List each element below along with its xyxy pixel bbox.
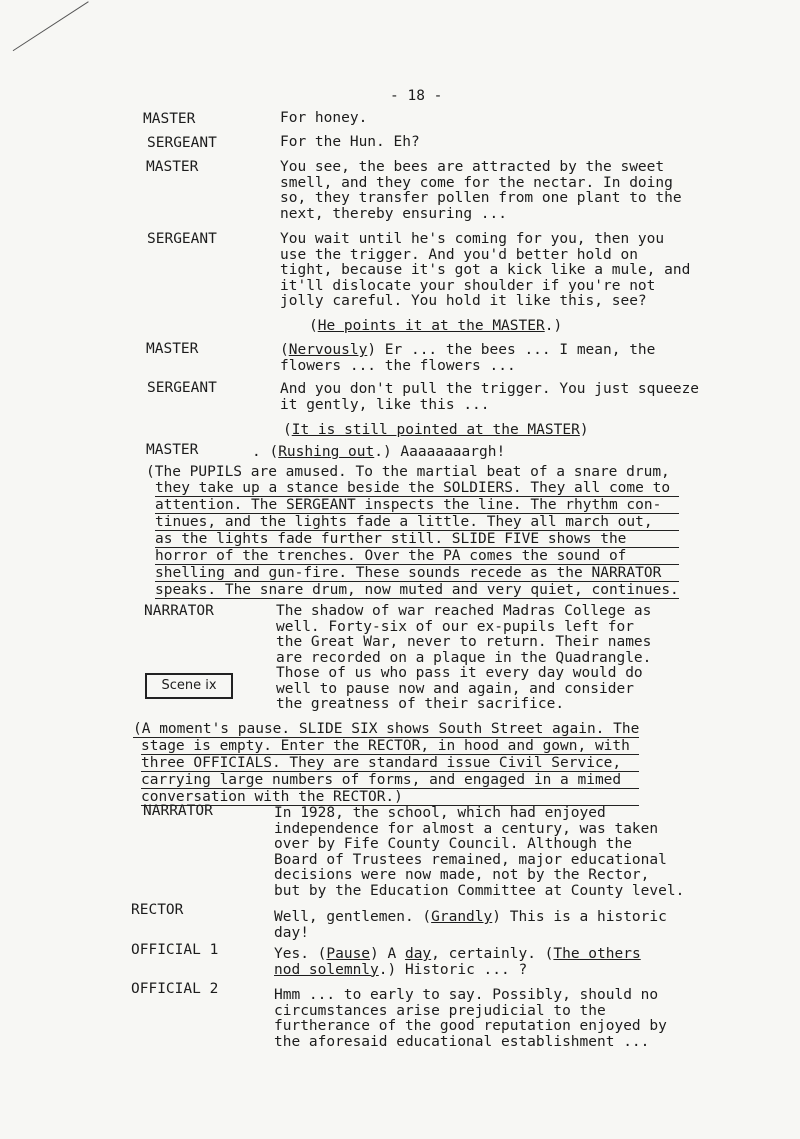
dialogue-line: circumstances arise prejudicial to the — [274, 1002, 606, 1019]
dialogue-line: well. Forty-six of our ex-pupils left for — [276, 618, 634, 635]
character-name: MASTER — [143, 111, 196, 127]
dialogue — [274, 947, 641, 978]
character-name: MASTER — [146, 442, 199, 458]
direction-text: Pause — [326, 946, 371, 962]
dialogue-line: furtherance of the good reputation enjoyed by — [274, 1018, 667, 1034]
dialogue-line: so, they transfer pollen from one plant to the — [280, 190, 682, 206]
direction-line: speaks. The snare drum, now muted and very quiet, continues. — [155, 582, 679, 598]
direction-line: three OFFICIALS. They are standard issue Civil Service, — [141, 755, 639, 772]
direction-line: carrying large numbers of forms, and engaged in a mimed — [141, 772, 639, 789]
paren: ) — [579, 422, 589, 438]
dialogue — [280, 343, 655, 374]
direction-line: tinues, and the lights fade a little. They all march out, — [155, 514, 679, 531]
dialogue-text: ) This is a historic — [492, 909, 667, 925]
stage-direction-block — [133, 721, 639, 806]
stage-direction — [283, 422, 589, 438]
dialogue — [280, 160, 682, 222]
direction-line: (The PUPILS are amused. To the martial beat of a snare drum, — [146, 464, 670, 480]
direction-line: attention. The SERGEANT inspects the line. The rhythm con- — [155, 497, 679, 514]
dialogue-line: jolly careful. You hold it like this, see? — [280, 293, 647, 309]
dialogue-line: tight, because it's got a kick like a mule, and — [280, 262, 691, 278]
character-name: MASTER — [146, 341, 199, 357]
direction-text: The others — [553, 946, 641, 962]
dialogue-text: ) A — [370, 946, 405, 962]
dialogue — [280, 111, 367, 127]
dialogue-line: In 1928, the school, which had enjoyed — [274, 805, 606, 821]
direction-line: (A moment's pause. SLIDE SIX shows South Street again. The — [133, 721, 640, 737]
stage-direction — [309, 318, 562, 334]
dialogue — [274, 988, 667, 1050]
dialogue-line — [274, 963, 641, 979]
direction-text: He points it at the MASTER — [317, 318, 545, 334]
character-name: RECTOR — [131, 902, 184, 918]
dialogue-line: the Great War, never to return. Their names — [276, 634, 652, 650]
direction-line: horror of the trenches. Over the PA comes the sound of — [155, 548, 679, 565]
dialogue-line — [274, 947, 641, 963]
dialogue-text: , certainly. ( — [431, 946, 554, 962]
direction-line: shelling and gun-fire. These sounds recede as the NARRATOR — [155, 565, 679, 582]
dialogue — [274, 910, 667, 941]
direction-text: Nervously — [288, 342, 368, 358]
character-name: NARRATOR — [144, 603, 214, 619]
paren: .) — [544, 318, 563, 334]
stage-direction-block — [146, 464, 679, 599]
page-corner-fold — [0, 0, 89, 51]
dialogue-line: next, thereby ensuring ... — [280, 205, 507, 222]
dialogue-line: For the Hun. Eh? — [280, 134, 420, 150]
dialogue — [252, 444, 505, 460]
dialogue-line: are recorded on a plaque in the Quadrangle. — [276, 649, 652, 666]
character-name: NARRATOR — [143, 803, 213, 819]
dialogue — [280, 232, 690, 310]
character-name: SERGEANT — [147, 231, 217, 247]
dialogue-line: the aforesaid educational establishment ... — [274, 1033, 650, 1050]
direction-text: nod solemnly — [274, 961, 379, 978]
direction-line: conversation with the RECTOR.) — [141, 789, 639, 806]
dialogue — [274, 806, 684, 899]
dialogue — [280, 382, 699, 413]
dialogue-line: The shadow of war reached Madras College as — [276, 603, 652, 619]
dialogue-line: smell, and they come for the nectar. In doing — [280, 174, 673, 191]
dialogue-line: You see, the bees are attracted by the sweet — [280, 159, 665, 175]
dialogue-line: well to pause now and again, and consider — [276, 680, 634, 697]
dialogue-line: For honey. — [280, 110, 368, 126]
paren: ( — [283, 422, 292, 438]
dialogue-line: You wait until he's coming for you, then you — [280, 231, 665, 247]
paren: ( — [280, 342, 289, 358]
dialogue-text: Well, gentlemen. ( — [274, 909, 432, 925]
dialogue-line: but by the Education Committee at County level. — [274, 882, 685, 899]
paren: ( — [309, 318, 318, 334]
character-name: OFFICIAL 2 — [131, 981, 219, 997]
dialogue-line: over by Fife County Council. Although the — [274, 836, 632, 852]
scene-label-box: Scene ix — [145, 673, 233, 699]
dialogue — [280, 135, 420, 151]
character-name: MASTER — [146, 159, 199, 175]
dialogue-line: day! — [274, 924, 309, 941]
dialogue-text: ) Er ... the bees ... I mean, the — [367, 342, 656, 358]
direction-text: It is still pointed at the MASTER — [291, 422, 580, 438]
dialogue-line: the greatness of their sacrifice. — [276, 696, 565, 712]
emphasis-text: day — [404, 946, 432, 962]
dialogue-line: And you don't pull the trigger. You just squeeze — [280, 381, 700, 397]
direction-line: stage is empty. Enter the RECTOR, in hood and gown, with — [141, 738, 639, 755]
direction-text: Grandly — [431, 909, 493, 925]
dialogue-line: Those of us who pass it every day would do — [276, 665, 643, 681]
character-name: OFFICIAL 1 — [131, 942, 219, 958]
dialogue-text: Yes. ( — [274, 946, 327, 962]
character-name: SERGEANT — [147, 135, 217, 151]
dialogue-line: independence for almost a century, was taken — [274, 820, 659, 837]
direction-line: as the lights fade further still. SLIDE FIVE shows the — [155, 531, 679, 548]
dialogue-text: .) Aaaaaaaargh! — [374, 444, 506, 460]
dialogue-line: Board of Trustees remained, major educational — [274, 851, 667, 868]
dialogue-line: it gently, like this ... — [280, 396, 490, 413]
dialogue-line — [280, 343, 655, 359]
dialogue-line: flowers ... the flowers ... — [280, 357, 516, 374]
dialogue-text: .) Historic ... ? — [378, 961, 528, 978]
direction-text: Rushing out — [278, 444, 375, 460]
character-name: SERGEANT — [147, 380, 217, 396]
dialogue-line: Hmm ... to early to say. Possibly, should no — [274, 987, 659, 1003]
dialogue-line: decisions were now made, not by the Rector, — [274, 867, 650, 883]
direction-line: they take up a stance beside the SOLDIERS. They all come to — [155, 480, 679, 497]
dialogue — [276, 604, 651, 713]
dialogue-line: it'll dislocate your shoulder if you're not — [280, 277, 656, 294]
page-number: - 18 - — [390, 88, 443, 104]
dialogue-line — [274, 910, 667, 926]
dialogue-line: use the trigger. And you'd better hold on — [280, 246, 638, 263]
paren: . ( — [252, 444, 279, 460]
